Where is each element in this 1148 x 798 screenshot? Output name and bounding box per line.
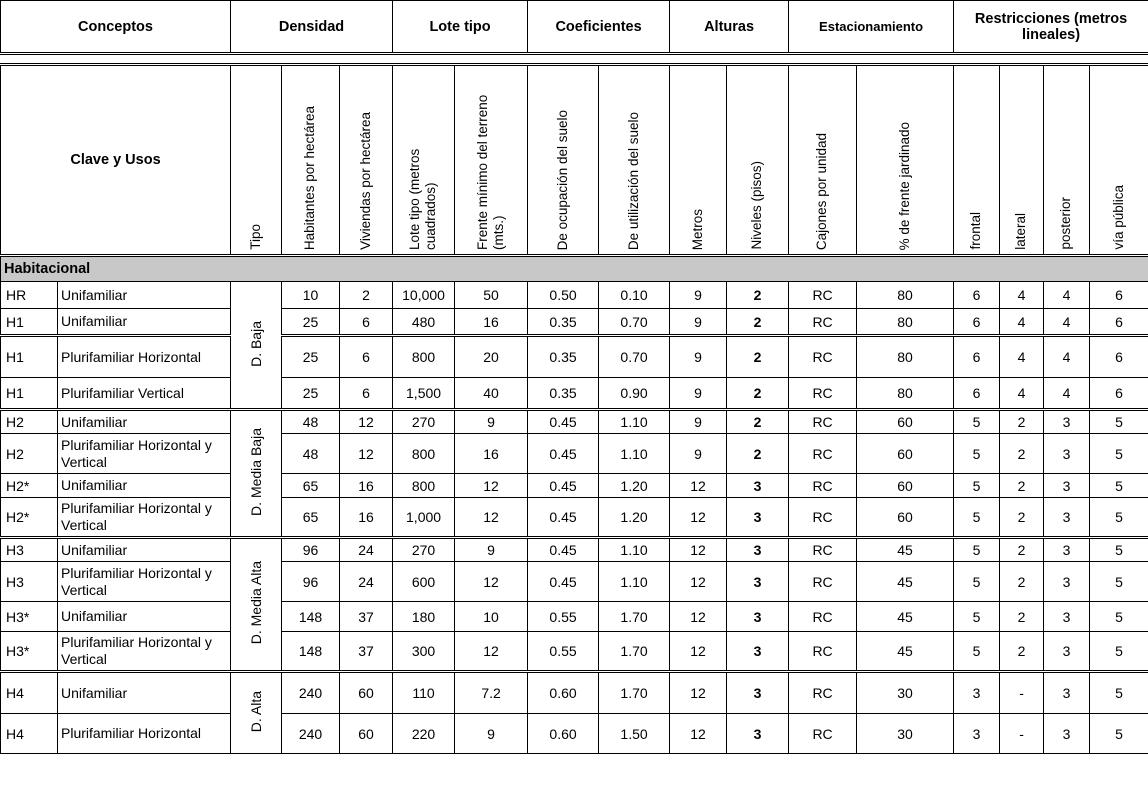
cell-niveles: 3 — [727, 474, 789, 498]
table-row — [1, 602, 1148, 632]
cell-posterior: 3 — [1044, 434, 1090, 474]
cell-cus: 1.10 — [599, 410, 670, 434]
cell-lateral: 2 — [1000, 498, 1044, 538]
header-lote-tipo: Lote tipo — [393, 1, 528, 54]
cell-lote: 300 — [393, 632, 455, 672]
cell-frente: 7.2 — [455, 672, 528, 714]
subheader-metros: Metros — [689, 208, 705, 250]
cell-posterior: 3 — [1044, 632, 1090, 672]
cell-metros: 12 — [670, 498, 727, 538]
row-use: Unifamiliar — [58, 602, 231, 632]
cell-jardin: 80 — [857, 282, 954, 309]
cell-cus: 1.20 — [599, 498, 670, 538]
cell-cos: 0.45 — [528, 410, 599, 434]
table-row — [1, 474, 1148, 498]
cell-cus: 1.10 — [599, 538, 670, 562]
subheader-niveles: Niveles (pisos) — [749, 161, 765, 250]
row-code: H2* — [1, 474, 58, 498]
subheader-viv-hectarea: Viviendas por hectárea — [357, 112, 373, 250]
cell-frontal: 5 — [954, 474, 1000, 498]
cell-metros: 9 — [670, 336, 727, 378]
cell-cajones: RC — [789, 474, 857, 498]
density-group-label: D. Media Alta — [248, 561, 265, 645]
cell-cos: 0.55 — [528, 632, 599, 672]
row-use: Plurifamiliar Vertical — [58, 378, 231, 410]
cell-via: 6 — [1090, 378, 1148, 410]
subheader-cos: De ocupación del suelo — [554, 109, 570, 250]
cell-jardin: 80 — [857, 378, 954, 410]
subheader-lote-m2: Lote tipo (metros cuadrados) — [407, 148, 439, 250]
cell-niveles: 3 — [727, 498, 789, 538]
cell-posterior: 3 — [1044, 498, 1090, 538]
row-code: H2 — [1, 434, 58, 474]
cell-cajones: RC — [789, 410, 857, 434]
cell-frontal: 5 — [954, 632, 1000, 672]
cell-metros: 12 — [670, 562, 727, 602]
cell-posterior: 4 — [1044, 309, 1090, 336]
cell-metros: 12 — [670, 672, 727, 714]
row-use: Unifamiliar — [58, 282, 231, 309]
row-use: Unifamiliar — [58, 672, 231, 714]
cell-frente: 10 — [455, 602, 528, 632]
row-use: Unifamiliar — [58, 538, 231, 562]
subheader-via-publica: vía pública — [1110, 185, 1126, 250]
cell-metros: 12 — [670, 632, 727, 672]
cell-lote: 110 — [393, 672, 455, 714]
cell-niveles: 2 — [727, 336, 789, 378]
table-row — [1, 562, 1148, 602]
cell-frente: 9 — [455, 714, 528, 754]
cell-frontal: 6 — [954, 336, 1000, 378]
cell-cos: 0.45 — [528, 474, 599, 498]
cell-jardin: 45 — [857, 632, 954, 672]
cell-frente: 12 — [455, 498, 528, 538]
density-group-label: D. Media Baja — [248, 428, 265, 516]
cell-posterior: 3 — [1044, 562, 1090, 602]
cell-cus: 1.10 — [599, 562, 670, 602]
cell-posterior: 3 — [1044, 672, 1090, 714]
header-restricciones: Restricciones (metros lineales) — [954, 1, 1148, 54]
cell-hab: 148 — [282, 602, 340, 632]
subheader-clave-usos: Clave y Usos — [1, 65, 231, 256]
row-code: H1 — [1, 378, 58, 410]
cell-lateral: 2 — [1000, 562, 1044, 602]
row-use: Unifamiliar — [58, 410, 231, 434]
subheader-posterior: posterior — [1058, 197, 1074, 250]
cell-cos: 0.50 — [528, 282, 599, 309]
subheader-hab-hectarea: Habitantes por hectárea — [302, 105, 318, 250]
cell-metros: 9 — [670, 378, 727, 410]
cell-via: 5 — [1090, 434, 1148, 474]
cell-niveles: 3 — [727, 672, 789, 714]
row-code: H3 — [1, 538, 58, 562]
cell-cus: 1.20 — [599, 474, 670, 498]
cell-niveles: 2 — [727, 378, 789, 410]
cell-frente: 12 — [455, 562, 528, 602]
cell-jardin: 30 — [857, 714, 954, 754]
cell-frontal: 5 — [954, 498, 1000, 538]
cell-cos: 0.60 — [528, 672, 599, 714]
cell-cus: 1.70 — [599, 672, 670, 714]
row-use: Unifamiliar — [58, 474, 231, 498]
table-row — [1, 672, 1148, 714]
cell-metros: 9 — [670, 434, 727, 474]
cell-lote: 1,000 — [393, 498, 455, 538]
cell-cos: 0.45 — [528, 562, 599, 602]
cell-jardin: 60 — [857, 474, 954, 498]
subheader-row — [1, 65, 1148, 256]
cell-posterior: 3 — [1044, 538, 1090, 562]
row-use: Plurifamiliar Horizontal y Vertical — [58, 562, 231, 602]
cell-cos: 0.35 — [528, 309, 599, 336]
subheader-frente-min: Frente mínimo del terreno (mts.) — [474, 94, 507, 250]
cell-frente: 12 — [455, 632, 528, 672]
cell-hab: 240 — [282, 714, 340, 754]
cell-hab: 240 — [282, 672, 340, 714]
cell-metros: 9 — [670, 282, 727, 309]
density-group-label: D. Alta — [248, 690, 265, 733]
cell-lateral: 2 — [1000, 632, 1044, 672]
cell-cajones: RC — [789, 378, 857, 410]
cell-cus: 0.90 — [599, 378, 670, 410]
cell-viv: 12 — [340, 434, 393, 474]
cell-niveles: 3 — [727, 714, 789, 754]
row-use: Unifamiliar — [58, 309, 231, 336]
header-densidad: Densidad — [231, 1, 393, 54]
cell-cos: 0.35 — [528, 378, 599, 410]
density-group — [231, 282, 282, 410]
cell-frontal: 6 — [954, 378, 1000, 410]
section-habitacional: Habitacional — [1, 256, 1148, 282]
cell-cos: 0.45 — [528, 434, 599, 474]
table-row — [1, 410, 1148, 434]
density-group-label: D. Baja — [248, 320, 265, 367]
subheader-frontal: frontal — [968, 212, 984, 250]
cell-via: 6 — [1090, 309, 1148, 336]
cell-cos: 0.45 — [528, 498, 599, 538]
cell-via: 5 — [1090, 632, 1148, 672]
cell-hab: 65 — [282, 474, 340, 498]
cell-viv: 37 — [340, 632, 393, 672]
row-code: HR — [1, 282, 58, 309]
section-row — [1, 256, 1148, 282]
row-use: Plurifamiliar Horizontal y Vertical — [58, 434, 231, 474]
cell-via: 6 — [1090, 336, 1148, 378]
cell-lote: 10,000 — [393, 282, 455, 309]
row-code: H4 — [1, 714, 58, 754]
cell-hab: 25 — [282, 309, 340, 336]
cell-metros: 12 — [670, 538, 727, 562]
density-group — [231, 672, 282, 754]
cell-lateral: 2 — [1000, 410, 1044, 434]
cell-frente: 40 — [455, 378, 528, 410]
cell-hab: 96 — [282, 538, 340, 562]
cell-jardin: 60 — [857, 498, 954, 538]
cell-viv: 24 — [340, 538, 393, 562]
cell-viv: 16 — [340, 498, 393, 538]
cell-lateral: 2 — [1000, 434, 1044, 474]
row-use: Plurifamiliar Horizontal — [58, 714, 231, 754]
cell-lateral: - — [1000, 714, 1044, 754]
cell-viv: 60 — [340, 714, 393, 754]
cell-hab: 48 — [282, 434, 340, 474]
row-code: H2 — [1, 410, 58, 434]
cell-posterior: 3 — [1044, 602, 1090, 632]
cell-lote: 270 — [393, 410, 455, 434]
cell-cajones: RC — [789, 336, 857, 378]
cell-frente: 16 — [455, 434, 528, 474]
cell-lateral: 2 — [1000, 474, 1044, 498]
cell-lateral: 4 — [1000, 309, 1044, 336]
cell-jardin: 80 — [857, 309, 954, 336]
cell-viv: 37 — [340, 602, 393, 632]
cell-lateral: 2 — [1000, 538, 1044, 562]
cell-viv: 60 — [340, 672, 393, 714]
subheader-lateral: lateral — [1013, 213, 1029, 250]
cell-lateral: 2 — [1000, 602, 1044, 632]
cell-jardin: 45 — [857, 602, 954, 632]
row-code: H1 — [1, 309, 58, 336]
cell-jardin: 30 — [857, 672, 954, 714]
header-gap — [1, 54, 1148, 65]
cell-viv: 24 — [340, 562, 393, 602]
cell-cos: 0.35 — [528, 336, 599, 378]
cell-cajones: RC — [789, 562, 857, 602]
cell-cajones: RC — [789, 498, 857, 538]
cell-via: 5 — [1090, 602, 1148, 632]
cell-posterior: 4 — [1044, 336, 1090, 378]
table-row — [1, 434, 1148, 474]
cell-lateral: - — [1000, 672, 1044, 714]
subheader-cus: De utilización del suelo — [625, 111, 641, 250]
cell-lote: 800 — [393, 336, 455, 378]
cell-jardin: 60 — [857, 434, 954, 474]
subheader-tipo: Tipo — [247, 224, 263, 250]
cell-jardin: 80 — [857, 336, 954, 378]
table-row — [1, 714, 1148, 754]
cell-lote: 1,500 — [393, 378, 455, 410]
cell-viv: 12 — [340, 410, 393, 434]
table-row — [1, 498, 1148, 538]
cell-frontal: 6 — [954, 309, 1000, 336]
cell-frontal: 5 — [954, 562, 1000, 602]
cell-via: 5 — [1090, 474, 1148, 498]
cell-cus: 1.50 — [599, 714, 670, 754]
cell-frontal: 5 — [954, 538, 1000, 562]
cell-lote: 480 — [393, 309, 455, 336]
cell-lateral: 4 — [1000, 378, 1044, 410]
row-code: H1 — [1, 336, 58, 378]
cell-via: 5 — [1090, 672, 1148, 714]
cell-via: 5 — [1090, 562, 1148, 602]
cell-via: 5 — [1090, 714, 1148, 754]
header-coeficientes: Coeficientes — [528, 1, 670, 54]
cell-niveles: 2 — [727, 282, 789, 309]
density-group — [231, 538, 282, 672]
cell-cos: 0.55 — [528, 602, 599, 632]
row-code: H3 — [1, 562, 58, 602]
row-code: H4 — [1, 672, 58, 714]
header-estacionamiento: Estacionamiento — [789, 1, 954, 54]
cell-niveles: 3 — [727, 538, 789, 562]
cell-frente: 12 — [455, 474, 528, 498]
cell-metros: 12 — [670, 714, 727, 754]
cell-metros: 12 — [670, 602, 727, 632]
cell-lateral: 4 — [1000, 336, 1044, 378]
cell-niveles: 2 — [727, 309, 789, 336]
cell-frontal: 6 — [954, 282, 1000, 309]
cell-cus: 0.10 — [599, 282, 670, 309]
cell-cos: 0.45 — [528, 538, 599, 562]
cell-cajones: RC — [789, 672, 857, 714]
subheader-frente-jardinado: % de frente jardinado — [896, 121, 912, 250]
table-row — [1, 538, 1148, 562]
cell-posterior: 4 — [1044, 378, 1090, 410]
header-alturas: Alturas — [670, 1, 789, 54]
cell-hab: 25 — [282, 336, 340, 378]
header-conceptos: Conceptos — [1, 1, 231, 54]
cell-cajones: RC — [789, 434, 857, 474]
header-row — [1, 1, 1148, 54]
cell-via: 5 — [1090, 498, 1148, 538]
cell-via: 6 — [1090, 282, 1148, 309]
table-row — [1, 282, 1148, 309]
cell-posterior: 3 — [1044, 410, 1090, 434]
cell-viv: 6 — [340, 378, 393, 410]
cell-hab: 65 — [282, 498, 340, 538]
cell-viv: 6 — [340, 336, 393, 378]
row-use: Plurifamiliar Horizontal y Vertical — [58, 632, 231, 672]
cell-cajones: RC — [789, 602, 857, 632]
cell-via: 5 — [1090, 410, 1148, 434]
cell-lote: 800 — [393, 474, 455, 498]
cell-niveles: 2 — [727, 410, 789, 434]
cell-cos: 0.60 — [528, 714, 599, 754]
cell-frente: 50 — [455, 282, 528, 309]
cell-cus: 1.10 — [599, 434, 670, 474]
cell-hab: 96 — [282, 562, 340, 602]
cell-via: 5 — [1090, 538, 1148, 562]
cell-cajones: RC — [789, 282, 857, 309]
cell-cajones: RC — [789, 538, 857, 562]
table-row — [1, 378, 1148, 410]
row-use: Plurifamiliar Horizontal y Vertical — [58, 498, 231, 538]
cell-posterior: 3 — [1044, 474, 1090, 498]
cell-niveles: 3 — [727, 562, 789, 602]
table-row — [1, 309, 1148, 336]
row-code: H2* — [1, 498, 58, 538]
cell-hab: 148 — [282, 632, 340, 672]
row-use: Plurifamiliar Horizontal — [58, 336, 231, 378]
cell-lote: 180 — [393, 602, 455, 632]
cell-lote: 600 — [393, 562, 455, 602]
cell-metros: 9 — [670, 410, 727, 434]
cell-cajones: RC — [789, 309, 857, 336]
cell-frente: 20 — [455, 336, 528, 378]
cell-metros: 12 — [670, 474, 727, 498]
cell-viv: 16 — [340, 474, 393, 498]
cell-niveles: 2 — [727, 434, 789, 474]
cell-frontal: 5 — [954, 410, 1000, 434]
cell-cajones: RC — [789, 714, 857, 754]
cell-viv: 2 — [340, 282, 393, 309]
cell-hab: 10 — [282, 282, 340, 309]
cell-frontal: 5 — [954, 602, 1000, 632]
cell-jardin: 45 — [857, 562, 954, 602]
row-code: H3* — [1, 602, 58, 632]
cell-frente: 9 — [455, 410, 528, 434]
table-row — [1, 336, 1148, 378]
cell-frontal: 3 — [954, 714, 1000, 754]
cell-lateral: 4 — [1000, 282, 1044, 309]
cell-viv: 6 — [340, 309, 393, 336]
table-row — [1, 632, 1148, 672]
cell-metros: 9 — [670, 309, 727, 336]
cell-posterior: 4 — [1044, 282, 1090, 309]
row-code: H3* — [1, 632, 58, 672]
cell-niveles: 3 — [727, 632, 789, 672]
cell-hab: 25 — [282, 378, 340, 410]
cell-cus: 0.70 — [599, 309, 670, 336]
cell-posterior: 3 — [1044, 714, 1090, 754]
cell-frente: 9 — [455, 538, 528, 562]
cell-niveles: 3 — [727, 602, 789, 632]
cell-frontal: 5 — [954, 434, 1000, 474]
cell-cajones: RC — [789, 632, 857, 672]
cell-cus: 1.70 — [599, 602, 670, 632]
cell-lote: 220 — [393, 714, 455, 754]
cell-cus: 0.70 — [599, 336, 670, 378]
cell-frente: 16 — [455, 309, 528, 336]
cell-cus: 1.70 — [599, 632, 670, 672]
subheader-cajones: Cajones por unidad — [814, 132, 830, 250]
cell-hab: 48 — [282, 410, 340, 434]
cell-lote: 800 — [393, 434, 455, 474]
cell-jardin: 45 — [857, 538, 954, 562]
cell-lote: 270 — [393, 538, 455, 562]
density-group — [231, 410, 282, 538]
cell-jardin: 60 — [857, 410, 954, 434]
cell-frontal: 3 — [954, 672, 1000, 714]
